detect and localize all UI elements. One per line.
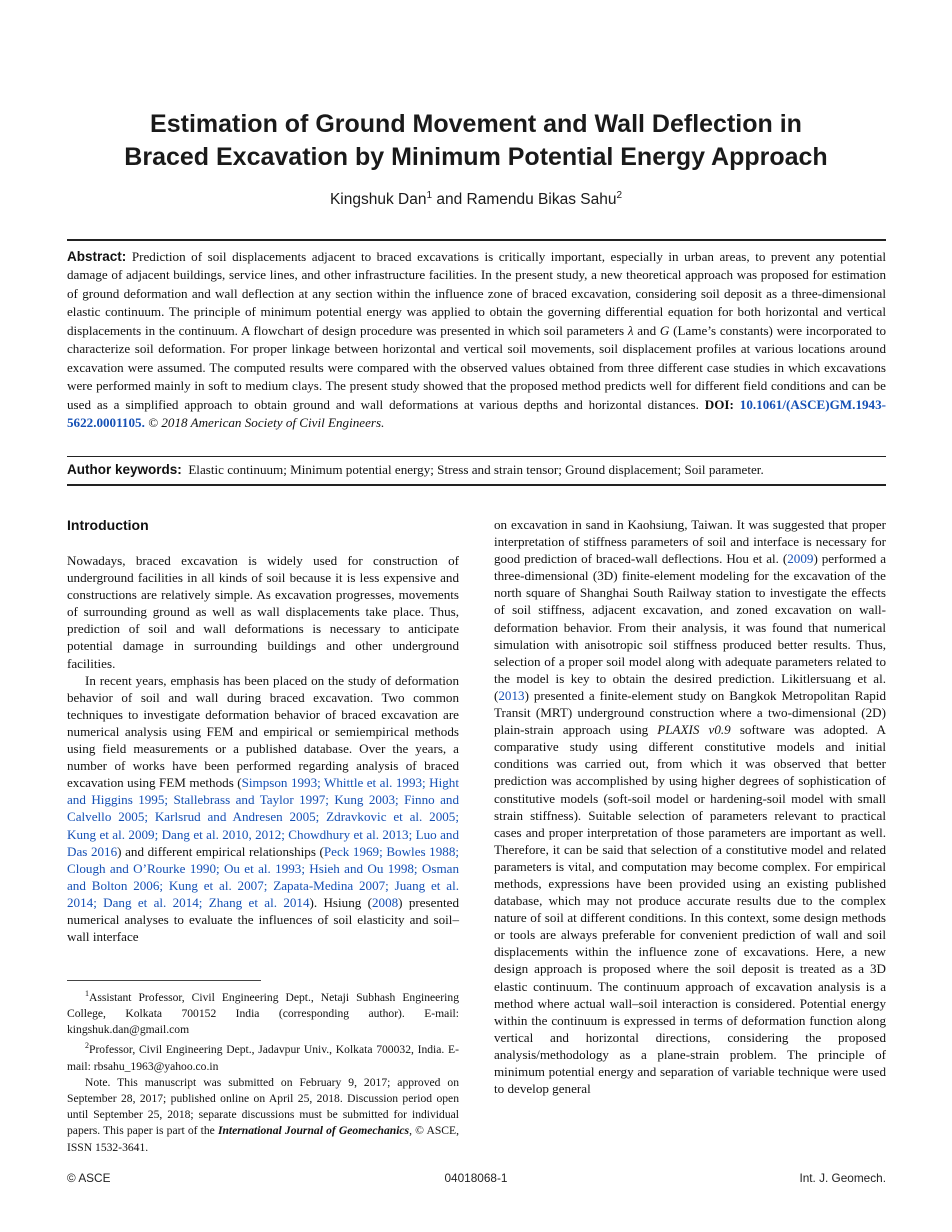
footnote-1-mark: 1 <box>85 989 89 998</box>
intro-paragraph-1: Nowadays, braced excavation is widely used for construction of underground facilities in all kinds of soil because it is less expensive and constructions are relatively simple. As excavation progresses, movements of surrounding ground as well as wall displacements take place. Thus, prediction of soil and wall deformations is necessary to anticipate potential damage in surrounding buildings and other underground facilities. <box>67 553 459 671</box>
keywords-bottom-rule <box>67 484 886 486</box>
note-text-2: , © ASCE, ISSN 1532-3641. <box>67 1124 459 1154</box>
title-line-2: Braced Excavation by Minimum Potential Energy Approach <box>124 143 828 171</box>
r-text-3: ) presented a finite-element study on Bangkok Metropolitan Rapid Transit (MRT) underground construction where a two-dimensional (2D) plain-strain approach using <box>494 687 886 738</box>
abstract-label: Abstract: <box>67 249 127 264</box>
p2-text-d: ) presented numerical analyses to evaluate the influences of soil elasticity and soil–wall interface <box>67 894 459 945</box>
footnotes <box>67 986 459 1156</box>
footnote-2-text: Professor, Civil Engineering Dept., Jadavpur Univ., Kolkata 700032, India. E-mail: rbsahu_1963@yahoo.co.in <box>67 1043 459 1073</box>
p2-text-a: In recent years, emphasis has been placed on the study of deformation behavior of soil and wall during braced excavation. Two common techniques to investigate deformation behavior of braced excavation are numerical analysis using FEM and empirical or semiempirical methods using field measurements or a published database. Over the years, a number of works have been performed regarding analysis of braced excavation using FEM methods ( <box>67 672 459 791</box>
footnote-rule <box>67 980 261 981</box>
abstract-text-2: and <box>633 322 660 338</box>
keywords-text: Elastic continuum; Minimum potential energy; Stress and strain tensor; Ground displacement; Soil parameter. <box>188 462 764 477</box>
abstract-lambda: λ <box>627 322 634 338</box>
hou-reference[interactable]: 2009 <box>787 551 814 567</box>
right-column <box>494 516 886 1097</box>
empirical-references[interactable]: Peck 1969; Bowles 1988; Clough and O’Rourke 1990; Ou et al. 1993; Hsieh and Ou 1998; Osman and Bolton 2006; Kung et al. 2007; Zapata-Medina 2007; Juang et al. 2014; Dang et al. 2014; Zhang et al. 2014 <box>67 843 460 910</box>
abstract-text-3: (Lame’s constants) were incorporated to characterize soil deformation. For proper linkage between horizontal and vertical soil movements, soil displacement profiles at various locations around excavation were assumed. The computed results were compared with the observed values obtained from three different case studies in which excavations were performed mainly in soft to medium clays. The present study showed that the proposed method predicts well for different field conditions and can be used as a simplified approach to obtain ground and wall deformations at various depths and horizontal distances. <box>67 322 886 412</box>
left-column <box>67 516 459 945</box>
introduction-heading: Introduction <box>67 517 149 533</box>
footnote-2-mark: 2 <box>85 1041 89 1051</box>
fem-references[interactable]: Simpson 1993; Whittle et al. 1993; Hight and Higgins 1995; Stallebrass and Taylor 1997; Kung 2003; Finno and Calvello 2005; Karlsrud and Andresen 2005; Zdravkovic et al. 2005; Kung et al. 2009; Dang et al. 2010, 2012; Chowdhury et al. 2013; Luo and Das 2016 <box>67 775 459 859</box>
hsiung-reference[interactable]: 2008 <box>371 894 399 910</box>
paper-title <box>40 108 912 174</box>
p2-text-c: ). Hsiung ( <box>309 894 372 910</box>
abstract-text-1: Prediction of soil displacements adjacent to braced excavations is critically important, especially in urban areas, to prevent any potential damage of adjacent buildings, service lines, and other infrastructure facilities. In the present study, a new theoretical approach was proposed for estimation of ground deformation and wall deflection at any section within the influence zone of braced excavation, considering soil deposit as a three-dimensional elastic continuum. The principle of minimum potential energy was applied to obtain the governing differential equation for both horizontal and vertical displacements in the continuum. A flowchart of design procedure was presented in which soil parameters <box>67 249 886 338</box>
doi-link[interactable]: 10.1061/(ASCE)GM.1943-5622.0001105. <box>67 396 886 431</box>
footnote-1 <box>67 986 459 1038</box>
r-text-2: ) performed a three-dimensional (3D) finite-element modeling for the excavation of the north square of Shanghai South Railway station to investigate the effects of soil stiffness, adjacent excavation, and zoned excavation on wall-deformation behavior. From their analysis, it was found that numerical simulation with anisotropic soil stiffness produced better results. Thus, selection of a proper soil model along with adequate parameters related to the model is key to obtain the desired prediction. Likitlersuang et al. ( <box>494 551 887 703</box>
abstract-copyright: © 2018 American Society of Civil Engineers. <box>148 415 385 431</box>
author-2: Ramendu Bikas Sahu <box>466 191 617 209</box>
title-line-1: Estimation of Ground Movement and Wall Deflection in <box>150 110 802 138</box>
abstract-g: G <box>659 322 670 338</box>
footer-publisher: © ASCE <box>67 1171 111 1185</box>
abstract <box>67 248 886 433</box>
intro-paragraph-2 <box>67 672 459 946</box>
likitlersuang-reference[interactable]: 2013 <box>498 687 525 703</box>
footnote-1-text: Assistant Professor, Civil Engineering Dept., Netaji Subhash Engineering College, Kolkata 700152 India (corresponding author). E-mail: kingshuk.dan@gmail.com <box>67 990 459 1037</box>
keywords-top-rule <box>67 456 886 457</box>
intro-paragraph-continued <box>494 516 886 1097</box>
author-2-affil: 2 <box>616 190 623 201</box>
keywords <box>67 461 886 479</box>
footer-article-number: 04018068-1 <box>444 1171 508 1185</box>
r-text-1: on excavation in sand in Kaohsiung, Taiwan. It was suggested that proper interpretation of stiffness parameters of soil and interface is necessary for good prediction of braced-wall deflections. Hou et al. ( <box>494 517 886 567</box>
plaxis-software: PLAXIS v0.9 <box>657 722 731 738</box>
p2-text-b: ) and different empirical relationships ( <box>117 843 324 859</box>
author-1: Kingshuk Dan <box>329 191 427 209</box>
manuscript-note <box>67 1075 459 1156</box>
footnote-2 <box>67 1038 459 1074</box>
author-1-affil: 1 <box>426 190 433 201</box>
r-text-4: software was adopted. A comparative study using different constitutive models and initial conditions was carried out, from which it was observed that better prediction was accomplished by using higher degrees of sophistication of constitutive models (soft-soil model or hardening-soil model with small strain stiffness). Suitable selection of parameters relevant to practical cases and proper interpretation of those parameters are important as well. Therefore, it can be said that selection of a constitutive model and related parameters is vital, and computation may become complex. For empirical methods, expressions have been provided using an existing published database, which may not produce accurate results due to the complex nature of soil at different conditions. In this context, some design methods or tools are always preferable for convenient prediction of wall and soil displacements within the influence zone of excavations. Here, a new design approach is proposed where the soil deposit is treated as a 3D elastic continuum. The continuum approach of excavation analysis is a method where actual wall–soil interaction is considered. Potential energy within the continuum is expressed in terms of deformation function along vertical and horizontal directions, considering the proposed analysis/methodology as a plane-strain problem. The principle of minimum potential energy and separation of variable technique were used to develop general <box>494 722 886 1097</box>
author-conjunction: and <box>432 191 467 209</box>
author-list <box>40 190 912 209</box>
footer-journal: Int. J. Geomech. <box>799 1171 886 1185</box>
doi-label: DOI: <box>704 396 734 412</box>
keywords-label: Author keywords: <box>67 462 182 477</box>
note-text-1: Note. This manuscript was submitted on February 9, 2017; approved on September 28, 2017; published online on April 25, 2018. Discussion period open until September 25, 2018; separate discussions must be submitted for individual papers. This paper is part of the <box>67 1075 459 1138</box>
abstract-top-rule <box>67 239 886 241</box>
journal-name: International Journal of Geomechanics <box>217 1124 410 1138</box>
